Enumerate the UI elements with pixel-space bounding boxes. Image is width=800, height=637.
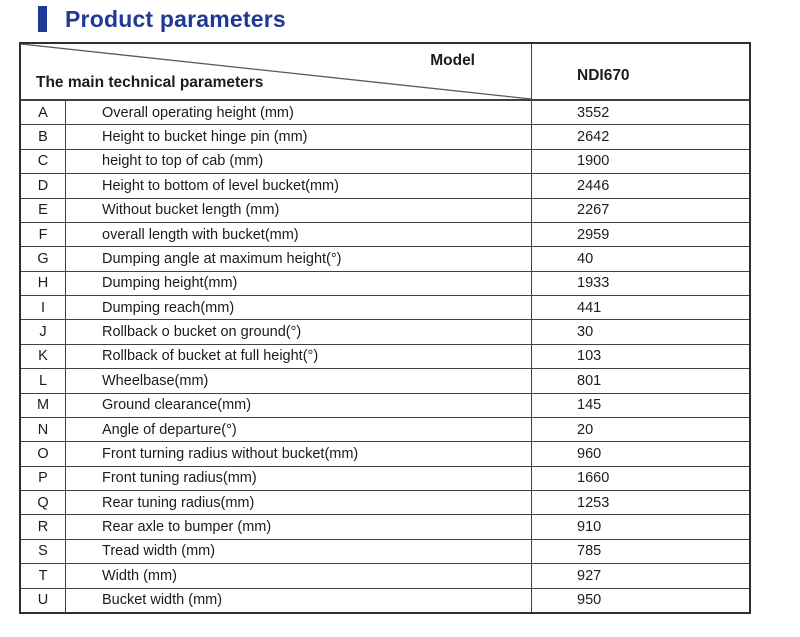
table-row [21, 174, 749, 198]
table-row [21, 272, 749, 296]
row-value-cell: 1900 [577, 153, 610, 170]
row-value-cell: 441 [577, 299, 602, 316]
row-letter-cell: G [21, 247, 66, 270]
row-value-cell: 145 [577, 397, 602, 414]
table-row [21, 589, 749, 612]
table-row [21, 223, 749, 247]
title-accent-bar-icon [38, 6, 47, 32]
table-row [21, 515, 749, 539]
row-parameter-cell: Wheelbase(mm) [66, 369, 532, 392]
row-value-cell: 103 [577, 348, 602, 365]
parameters-table [19, 42, 751, 614]
row-letter-cell: T [21, 564, 66, 587]
row-value-cell: 2446 [577, 177, 610, 194]
row-parameter-cell: overall length with bucket(mm) [66, 223, 532, 246]
row-letter-cell: K [21, 345, 66, 368]
table-header-model-value: NDI670 [577, 66, 630, 84]
row-parameter-cell: Rear tuning radius(mm) [66, 491, 532, 514]
row-letter-cell: A [21, 101, 66, 124]
row-value-cell: 20 [577, 421, 594, 438]
table-row [21, 345, 749, 369]
table-header-row [21, 44, 749, 101]
row-parameter-cell: Dumping reach(mm) [66, 296, 532, 319]
row-letter-cell: N [21, 418, 66, 441]
row-parameter-cell: Overall operating height (mm) [66, 101, 532, 124]
row-parameter-cell: Ground clearance(mm) [66, 394, 532, 417]
row-letter-cell: C [21, 150, 66, 173]
table-header-corner-cell [21, 44, 532, 99]
row-parameter-cell: height to top of cab (mm) [66, 150, 532, 173]
row-parameter-cell: Tread width (mm) [66, 540, 532, 563]
row-value-cell: 910 [577, 519, 602, 536]
table-row [21, 540, 749, 564]
row-letter-cell: I [21, 296, 66, 319]
table-row [21, 125, 749, 149]
row-parameter-cell: Width (mm) [66, 564, 532, 587]
table-row [21, 247, 749, 271]
row-letter-cell: F [21, 223, 66, 246]
row-letter-cell: Q [21, 491, 66, 514]
row-letter-cell: U [21, 589, 66, 612]
table-row [21, 320, 749, 344]
row-parameter-cell: Angle of departure(°) [66, 418, 532, 441]
row-value-cell: 1933 [577, 275, 610, 292]
row-value-cell: 785 [577, 543, 602, 560]
row-letter-cell: M [21, 394, 66, 417]
row-parameter-cell: Without bucket length (mm) [66, 199, 532, 222]
row-letter-cell: R [21, 515, 66, 538]
row-value-cell: 1253 [577, 494, 610, 511]
row-parameter-cell: Front turning radius without bucket(mm) [66, 442, 532, 465]
header-parameters-label: The main technical parameters [36, 74, 264, 91]
row-letter-cell: B [21, 125, 66, 148]
table-row [21, 491, 749, 515]
row-value-cell: 960 [577, 445, 602, 462]
row-parameter-cell: Bucket width (mm) [66, 589, 532, 612]
table-row [21, 296, 749, 320]
row-letter-cell: D [21, 174, 66, 197]
row-value-cell: 1660 [577, 470, 610, 487]
table-body [21, 101, 749, 612]
row-letter-cell: H [21, 272, 66, 295]
section-title [38, 4, 286, 34]
table-row [21, 564, 749, 588]
row-value-cell: 2642 [577, 129, 610, 146]
row-letter-cell: S [21, 540, 66, 563]
row-parameter-cell: Height to bucket hinge pin (mm) [66, 125, 532, 148]
row-value-cell: 30 [577, 324, 594, 341]
table-row [21, 442, 749, 466]
row-parameter-cell: Rear axle to bumper (mm) [66, 515, 532, 538]
row-letter-cell: O [21, 442, 66, 465]
table-row [21, 467, 749, 491]
header-model-label: Model [430, 52, 475, 69]
row-value-cell: 2267 [577, 202, 610, 219]
row-value-cell: 927 [577, 567, 602, 584]
row-parameter-cell: Rollback o bucket on ground(°) [66, 320, 532, 343]
row-value-cell: 2959 [577, 226, 610, 243]
row-value-cell: 801 [577, 372, 602, 389]
row-letter-cell: L [21, 369, 66, 392]
row-parameter-cell: Rollback of bucket at full height(°) [66, 345, 532, 368]
row-value-cell: 3552 [577, 104, 610, 121]
row-parameter-cell: Height to bottom of level bucket(mm) [66, 174, 532, 197]
table-row [21, 199, 749, 223]
table-row [21, 150, 749, 174]
table-row [21, 369, 749, 393]
row-value-cell: 950 [577, 592, 602, 609]
row-parameter-cell: Front tuning radius(mm) [66, 467, 532, 490]
table-row [21, 394, 749, 418]
page-title: Product parameters [65, 5, 286, 32]
row-letter-cell: E [21, 199, 66, 222]
row-parameter-cell: Dumping angle at maximum height(°) [66, 247, 532, 270]
table-row [21, 101, 749, 125]
row-parameter-cell: Dumping height(mm) [66, 272, 532, 295]
row-letter-cell: J [21, 320, 66, 343]
table-row [21, 418, 749, 442]
row-value-cell: 40 [577, 250, 594, 267]
row-letter-cell: P [21, 467, 66, 490]
